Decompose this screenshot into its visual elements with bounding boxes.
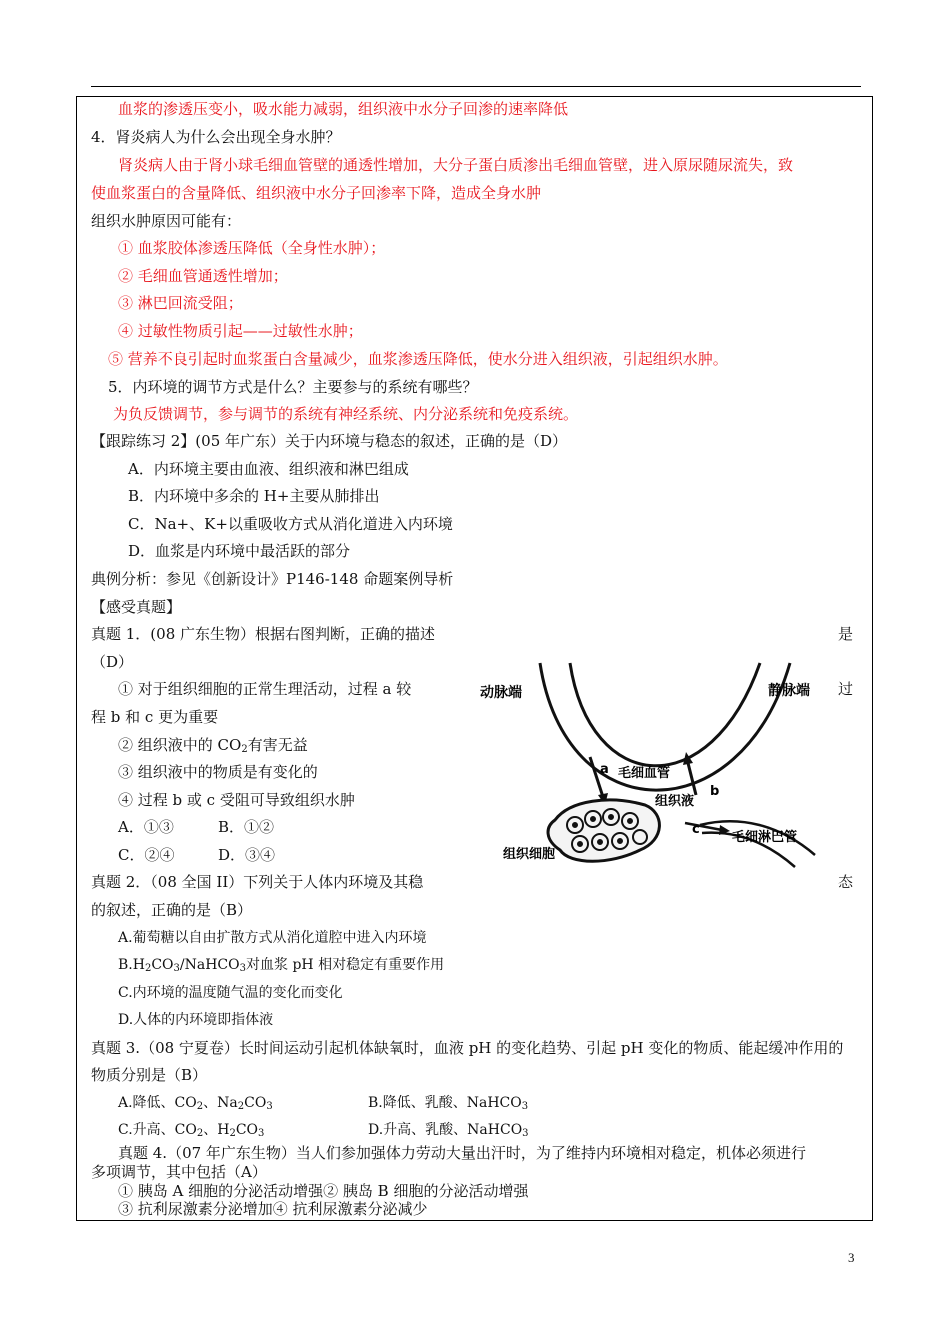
label-tissue-cell: 组织细胞 (503, 847, 556, 862)
label-c: c (692, 822, 700, 837)
capillary-diagram (470, 655, 820, 875)
real-2-option-c: C.内环境的温度随气温的变化而变化 (118, 985, 343, 1001)
example-analysis: 典例分析：参见《创新设计》P146-148 命题案例导析 (91, 570, 454, 588)
practice-2-option-b: B．内环境中多余的 H+主要从肺排出 (128, 487, 380, 505)
label-capillary: 毛细血管 (618, 766, 671, 781)
question-real-4: 真题 4.（07 年广东生物）当人们参加强体力劳动大量出汗时，为了维持内环境相对稳定，机体必须进行 (118, 1144, 806, 1162)
question-real-3-cont: 物质分别是（B） (91, 1066, 208, 1084)
question-5: 5．内环境的调节方式是什么？主要参与的系统有哪些？ (108, 378, 478, 396)
edema-causes-heading: 组织水肿原因可能有： (91, 212, 242, 230)
page-number: 3 (848, 1250, 855, 1265)
question-4: 4．肾炎病人为什么会出现全身水肿？ (91, 128, 341, 146)
question-real-2: 真题 2．（08 全国 II）下列关于人体内环境及其稳 (91, 873, 424, 891)
real-1-option-c: C．②④ (118, 846, 175, 864)
real-3-option-a: A.降低、$CO_2$、$Na_2CO_3$ (118, 1095, 273, 1112)
real-1-statement-1-cont: 程 b 和 c 更为重要 (91, 708, 219, 726)
practice-2-option-a: A．内环境主要由血液、组织液和淋巴组成 (128, 460, 409, 478)
real-1-option-a: A．①③ (118, 818, 174, 836)
answer-5: 为负反馈调节，参与调节的系统有神经系统、内分泌系统和免疫系统。 (113, 405, 579, 423)
real-2-option-b: $B.H_2CO_3/NaHCO_3$对血浆 pH 相对稳定有重要作用 (118, 957, 445, 974)
question-real-4-cont: 多项调节，其中包括（A） (91, 1163, 267, 1181)
question-real-2-cont: 的叙述，正确的是（B） (91, 901, 253, 919)
header-rule (91, 86, 861, 87)
real-2-option-a: A.葡萄糖以自由扩散方式从消化道腔中进入内环境 (118, 930, 427, 946)
edema-cause-1: ① 血浆胶体渗透压降低（全身性水肿）； (118, 239, 386, 257)
real-1-statement-4: ④ 过程 b 或 c 受阻可导致组织水肿 (118, 791, 355, 809)
edema-cause-4: ④ 过敏性物质引起——过敏性水肿； (118, 322, 363, 340)
real-4-statements-1: ① 胰岛 A 细胞的分泌活动增强② 胰岛 B 细胞的分泌活动增强 (118, 1182, 529, 1200)
answer-4-line2: 使血浆蛋白的含量降低、组织液中水分子回渗率下降，造成全身水肿 (91, 184, 542, 202)
real-1-statement-1: ① 对于组织细胞的正常生理活动，过程 a 较 (118, 680, 412, 698)
question-real-1-answer: （D） (91, 653, 134, 671)
answer-osmotic: 血浆的渗透压变小，吸水能力减弱，组织液中水分子回渗的速率降低 (118, 100, 569, 118)
tissue-cells (548, 800, 659, 861)
practice-2-question: 【跟踪练习 2】(05 年广东）关于内环境与稳态的叙述，正确的是（D） (91, 432, 568, 450)
label-vein-end: 静脉端 (768, 683, 810, 699)
capillary-inner-wall (570, 663, 760, 766)
real-2-option-d: D.人体的内环境即指体液 (118, 1012, 274, 1028)
edema-cause-2: ② 毛细血管通透性增加； (118, 267, 288, 285)
question-real-1: 真题 1．(08 广东生物）根据右图判断，正确的描述 (91, 625, 436, 643)
real-questions-heading: 【感受真题】 (91, 598, 182, 616)
question-real-2-tail: 态 (838, 873, 854, 891)
label-a: a (600, 762, 609, 777)
real-1-option-d: D．③④ (218, 846, 276, 864)
edema-cause-5: ⑤ 营养不良引起时血浆蛋白含量减少，血浆渗透压降低，使水分进入组织液，引起组织水肿。 (108, 350, 728, 368)
question-real-3: 真题 3.（08 宁夏卷）长时间运动引起机体缺氧时，血液 pH 的变化趋势、引起 pH 变化的物质、能起缓冲作用的 (91, 1039, 844, 1057)
label-tissue-fluid: 组织液 (655, 794, 695, 809)
real-4-statements-2: ③ 抗利尿激素分泌增加④ 抗利尿激素分泌减少 (118, 1200, 428, 1218)
real-1-statement-2: ② 组织液中的 $CO_2$有害无益 (118, 736, 308, 755)
arrow-b (688, 763, 696, 795)
label-b: b (710, 784, 720, 799)
real-3-option-b: B.降低、乳酸、NaHCO$_3$ (368, 1095, 529, 1112)
answer-4-line1: 肾炎病人由于肾小球毛细血管壁的通透性增加，大分子蛋白质渗出毛细血管壁，进入原尿随尿流失，致 (118, 156, 794, 174)
label-artery-end: 动脉端 (480, 685, 522, 701)
practice-2-option-d: D．血浆是内环境中最活跃的部分 (128, 542, 351, 560)
real-3-option-c: C.升高、$CO_2$、$H_2CO_3$ (118, 1122, 265, 1139)
real-1-statement-1-tail: 过 (838, 680, 854, 698)
practice-2-option-c: C．Na+、K+以重吸收方式从消化道进入内环境 (128, 515, 453, 533)
question-real-1-tail: 是 (838, 625, 854, 643)
label-lymph-capillary: 毛细淋巴管 (732, 830, 798, 845)
edema-cause-3: ③ 淋巴回流受阻； (118, 294, 243, 312)
real-1-option-b: B．①② (218, 818, 275, 836)
arrow-b-head (683, 752, 693, 765)
real-3-option-d: D.升高、乳酸、NaHCO$_3$ (368, 1122, 529, 1139)
real-1-statement-3: ③ 组织液中的物质是有变化的 (118, 763, 318, 781)
